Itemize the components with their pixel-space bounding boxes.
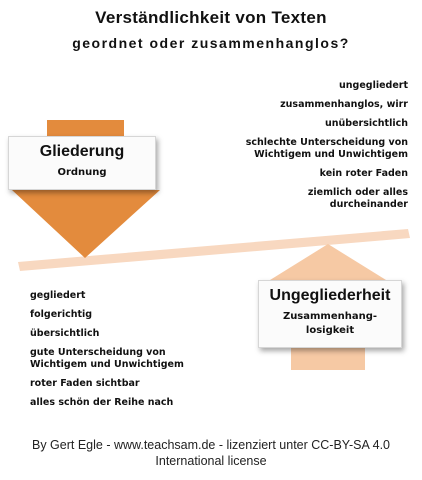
ungegliederheit-heading: Ungegliederheit xyxy=(269,287,391,304)
gliederung-subheading: Ordnung xyxy=(57,167,107,178)
license-credit: By Gert Egle - www.teachsam.de - lizenziert unter CC-BY-SA 4.0 International license xyxy=(31,438,390,468)
page-subtitle: geordnet oder zusammenhanglos? xyxy=(72,35,350,51)
list-item: unübersichtlich xyxy=(325,118,408,129)
negative-traits-list xyxy=(198,80,408,218)
gliederung-heading: Gliederung xyxy=(39,143,125,160)
list-item: alles schön der Reihe nach xyxy=(30,397,174,408)
list-item: ungegliedert xyxy=(339,80,408,91)
ungegliederheit-subheading: Zusammenhang- losigkeit xyxy=(282,311,378,336)
page-title: Verständlichkeit von Texten xyxy=(95,8,327,27)
ungegliederheit-box xyxy=(258,280,402,348)
list-item: folgerichtig xyxy=(30,309,93,320)
list-item: kein roter Faden xyxy=(319,168,408,179)
list-item: ziemlich oder alles durcheinander xyxy=(307,187,408,210)
list-item: übersichtlich xyxy=(30,328,100,339)
list-item: gegliedert xyxy=(30,290,86,301)
list-item: roter Faden sichtbar xyxy=(30,378,140,389)
positive-traits-list xyxy=(30,290,240,416)
list-item: gute Unterscheidung von Wichtigem und Unwichtigem xyxy=(30,347,184,370)
gliederung-box xyxy=(8,136,156,190)
list-item: zusammenhanglos, wirr xyxy=(280,99,408,110)
list-item: schlechte Unterscheidung von Wichtigem und Unwichtigem xyxy=(245,137,408,160)
